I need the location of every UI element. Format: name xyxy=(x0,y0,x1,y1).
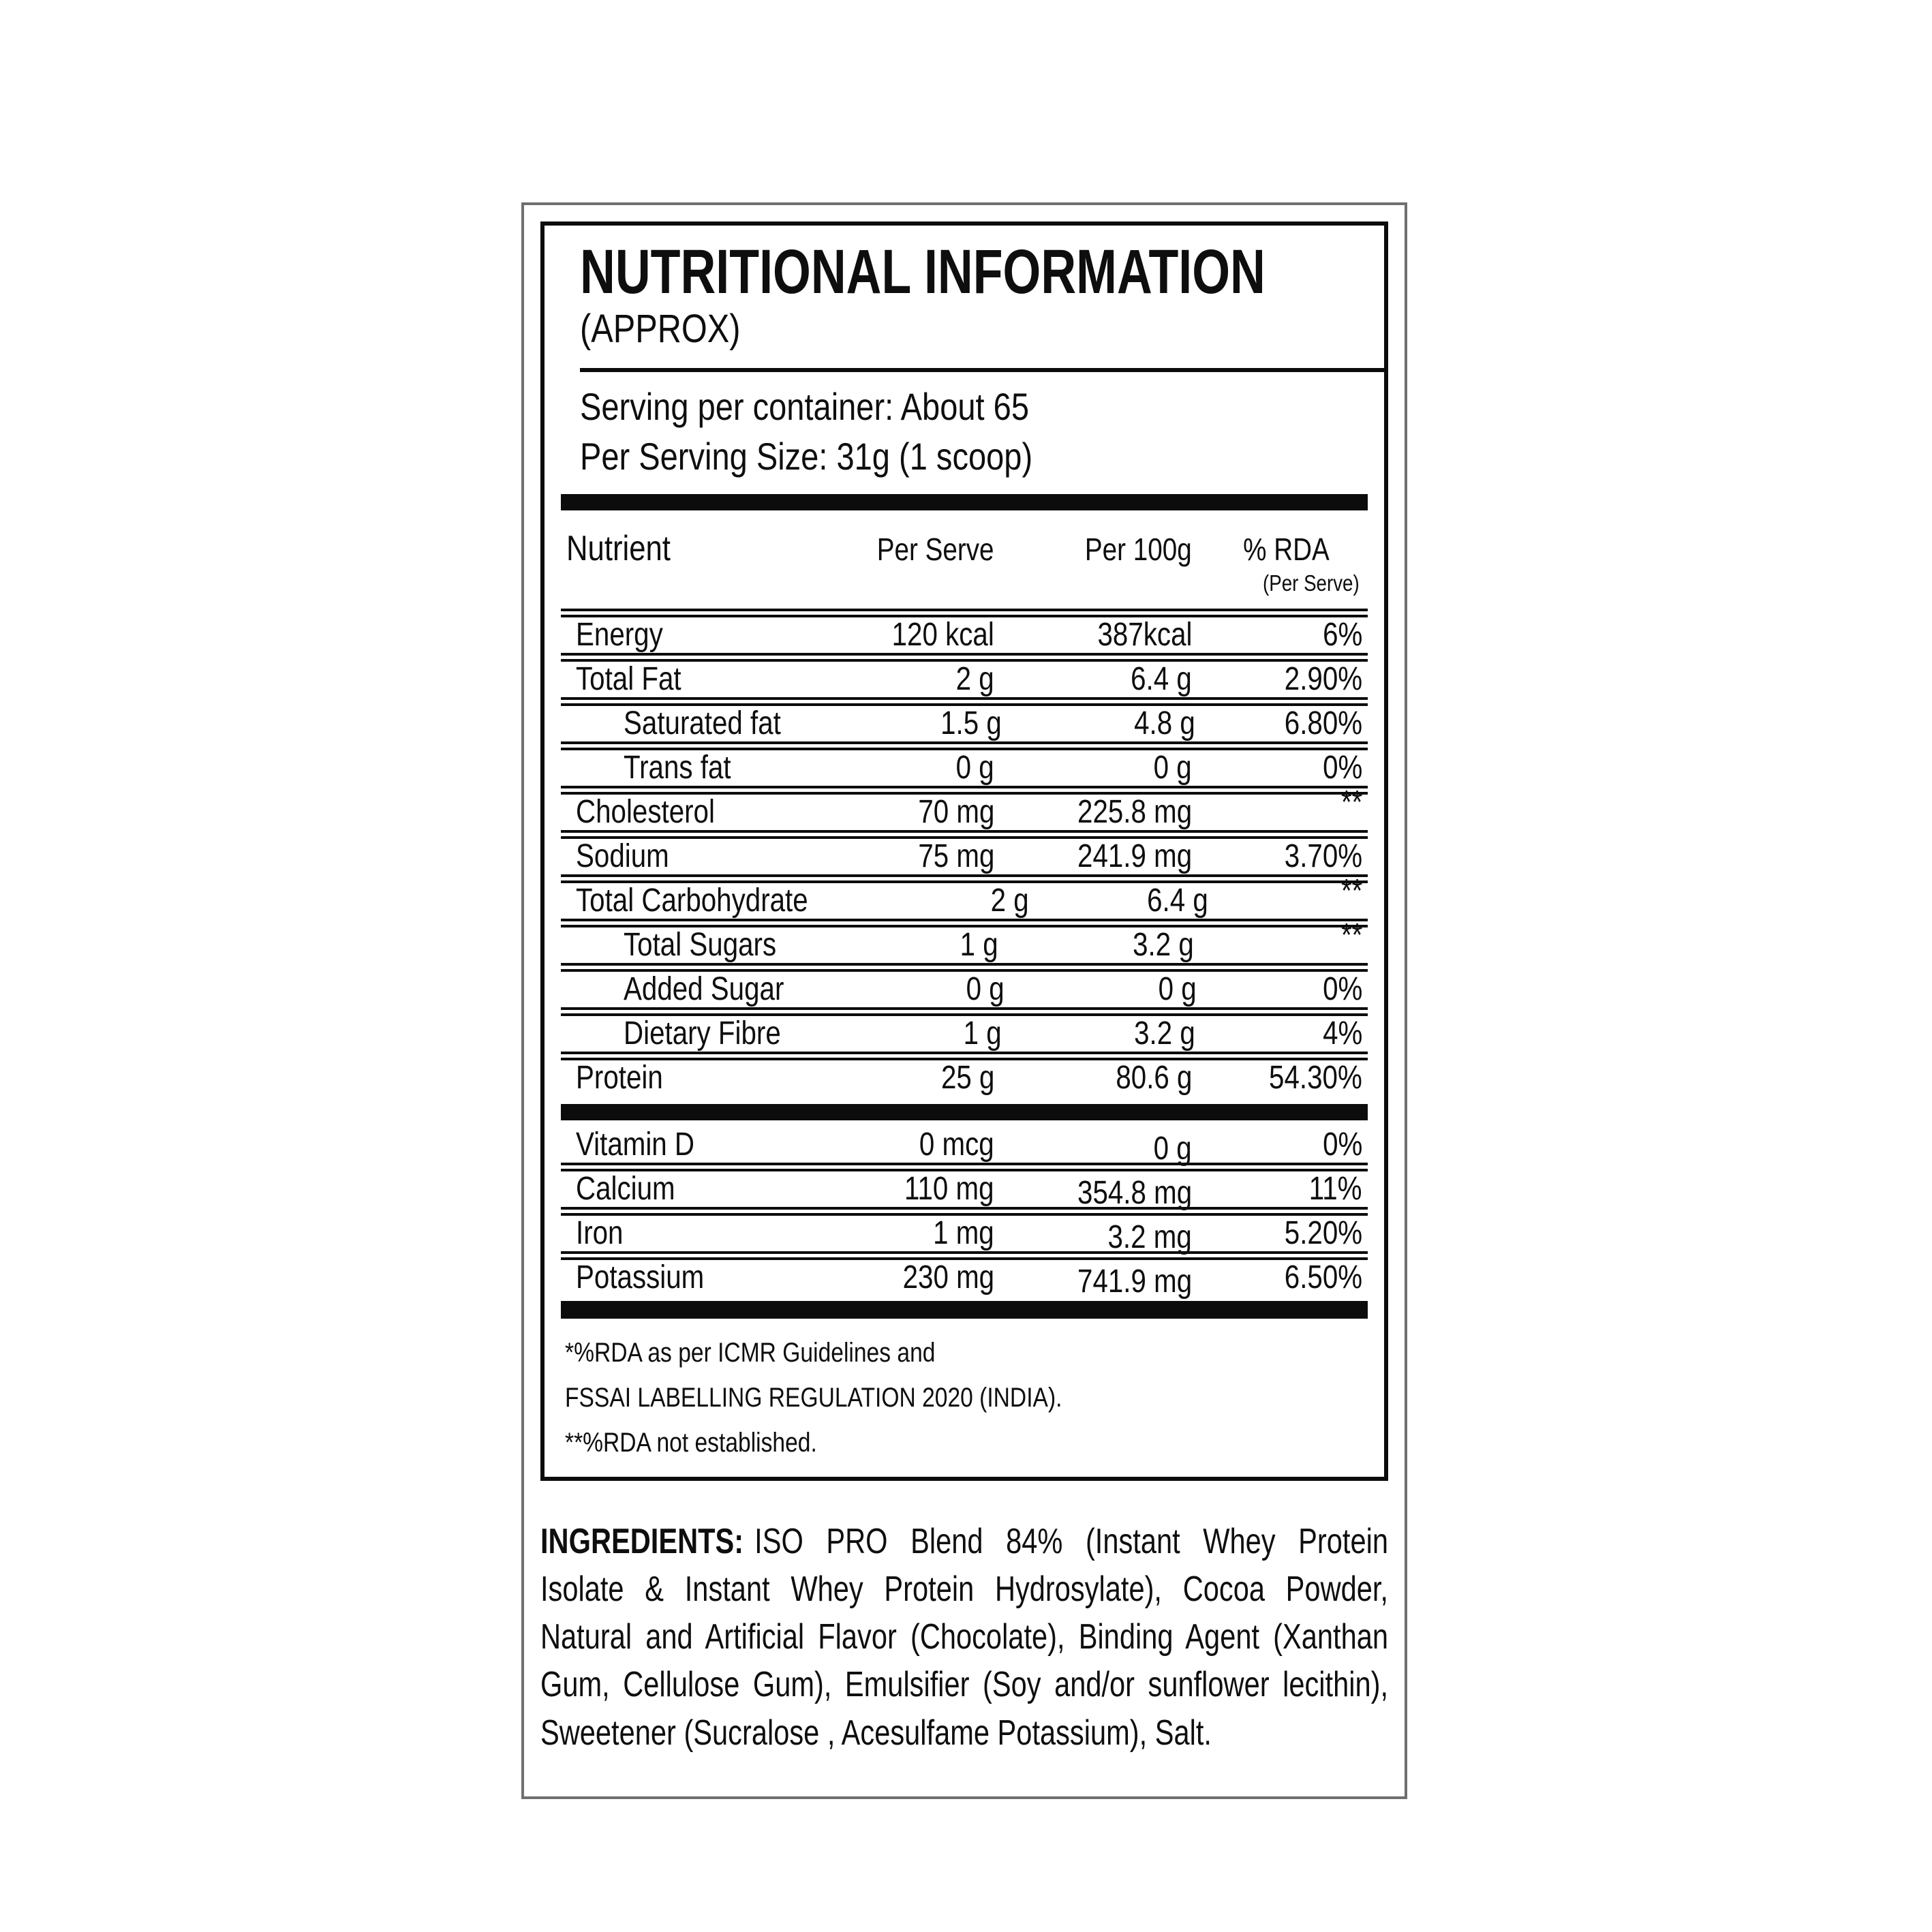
header-rda-main: % RDA xyxy=(1243,531,1330,567)
table-row xyxy=(561,872,1368,919)
per-serve-cell: 0 g xyxy=(955,749,994,786)
table-row xyxy=(561,917,1368,963)
per-100g-cell: 241.9 mg xyxy=(1077,838,1192,874)
nutrient-name-cell: Calcium xyxy=(576,1170,675,1207)
per-100g-cell: 0 g xyxy=(1158,970,1197,1007)
rda-cell: 6.50% xyxy=(1284,1259,1362,1295)
nutrient-name-cell: Vitamin D xyxy=(576,1126,695,1163)
header-per-100g: Per 100g xyxy=(1085,531,1192,567)
panel-title: NUTRITIONAL INFORMATION xyxy=(580,237,1266,307)
per-serve-cell: 1.5 g xyxy=(940,705,1002,741)
per-100g-cell: 225.8 mg xyxy=(1077,793,1192,830)
label-outer-box xyxy=(521,202,1407,1799)
table-header xyxy=(561,528,1368,596)
nutrient-name-cell: Energy xyxy=(576,616,663,653)
nutrient-name-cell: Sodium xyxy=(576,838,669,874)
rda-cell: ** xyxy=(1340,784,1362,821)
rda-cell: 3.70% xyxy=(1284,838,1362,874)
header-nutrient: Nutrient xyxy=(566,528,671,568)
table-row xyxy=(561,1060,1368,1096)
table-row xyxy=(561,1016,1368,1052)
per-serve-cell: 25 g xyxy=(940,1059,994,1096)
table-row xyxy=(561,750,1368,786)
table-row xyxy=(561,1214,1368,1255)
per-serve-cell: 2 g xyxy=(955,660,994,697)
per-100g-cell: 387kcal xyxy=(1097,616,1192,653)
title-divider xyxy=(580,368,1384,372)
rda-cell: ** xyxy=(1340,917,1362,953)
per-100g-cell: 741.9 mg xyxy=(1077,1263,1192,1300)
per-100g-cell: 0 g xyxy=(1153,749,1192,786)
per-serve-cell: 120 kcal xyxy=(891,616,994,653)
rda-cell: 6.80% xyxy=(1284,705,1362,741)
section-bar-top xyxy=(561,494,1368,510)
per-serve-cell: 2 g xyxy=(990,882,1029,919)
per-serve-cell: 110 mg xyxy=(904,1170,994,1207)
nutrient-name-cell: Iron xyxy=(576,1214,624,1251)
nutrient-name-cell: Saturated fat xyxy=(624,705,781,741)
rda-cell: ** xyxy=(1340,872,1362,909)
nutrient-name-cell: Total Fat xyxy=(576,660,681,697)
nutrient-table-section-main xyxy=(545,617,1384,1096)
per-100g-cell: 354.8 mg xyxy=(1077,1174,1192,1211)
rda-cell: 11% xyxy=(1309,1170,1362,1207)
rda-cell: 0% xyxy=(1322,970,1363,1007)
per-100g-cell: 6.4 g xyxy=(1146,882,1208,919)
footnote-fssai: FSSAI LABELLING REGULATION 2020 (INDIA). xyxy=(565,1382,1062,1413)
ingredients-paragraph xyxy=(540,1518,1388,1757)
nutrient-table-section-minerals xyxy=(545,1126,1384,1300)
rda-cell: 54.30% xyxy=(1269,1059,1362,1096)
per-serve-cell: 1 g xyxy=(963,1015,1002,1052)
per-serve-cell: 1 mg xyxy=(933,1214,994,1251)
header-rda xyxy=(1192,531,1368,596)
per-100g-cell: 6.4 g xyxy=(1131,660,1192,697)
header-rda-note: (Per Serve) xyxy=(1263,570,1360,596)
rda-cell: 0% xyxy=(1322,1126,1362,1163)
header-per-serve: Per Serve xyxy=(877,531,994,567)
ingredients-text-block xyxy=(540,1518,1388,1757)
nutrient-name-cell: Added Sugar xyxy=(624,970,784,1007)
section-bar-bottom xyxy=(561,1301,1368,1319)
table-row xyxy=(561,972,1368,1007)
per-serve-cell: 1 g xyxy=(960,926,998,963)
nutrient-name-cell: Total Carbohydrate xyxy=(576,882,808,919)
rda-cell: 2.90% xyxy=(1284,660,1362,697)
per-100g-cell: 0 g xyxy=(1153,1130,1192,1167)
nutrient-name-cell: Protein xyxy=(576,1059,663,1096)
per-serve-cell: 70 mg xyxy=(917,793,994,830)
rda-cell: 6% xyxy=(1322,616,1362,653)
per-serve-cell: 0 mcg xyxy=(919,1126,994,1163)
rda-cell: 4% xyxy=(1322,1015,1362,1052)
panel-subtitle: (APPROX) xyxy=(580,306,741,351)
per-100g-cell: 3.2 g xyxy=(1132,926,1194,963)
nutrient-name-cell: Cholesterol xyxy=(576,793,715,830)
section-bar-middle xyxy=(561,1104,1368,1120)
rda-cell: 0% xyxy=(1322,749,1362,786)
nutrient-name-cell: Total Sugars xyxy=(624,926,777,963)
table-row xyxy=(561,706,1368,741)
table-row xyxy=(561,1170,1368,1211)
nutrient-name-cell: Dietary Fibre xyxy=(624,1015,781,1052)
table-row xyxy=(561,839,1368,874)
footnote-rda-icmr: *%RDA as per ICMR Guidelines and xyxy=(565,1337,936,1368)
per-100g-cell: 3.2 mg xyxy=(1107,1218,1192,1255)
per-100g-cell: 80.6 g xyxy=(1115,1059,1192,1096)
per-serve-cell: 75 mg xyxy=(917,838,994,874)
table-row xyxy=(561,1259,1368,1300)
per-100g-cell: 4.8 g xyxy=(1134,705,1196,741)
table-row xyxy=(561,1126,1368,1167)
ingredients-text: ISO PRO Blend 84% (Instant Whey Protein Isolate & Instant Whey Protein Hydrosylate), Cocoa Powder, Natural and Artificial Flavor (Chocolate), Binding Agent (Xanthan Gum, Cellulose Gum), Emulsifier (Soy and/or sunflower lecithin), Sweetener (Sucralose , Acesulfame Potassium), Salt. xyxy=(540,1521,1388,1753)
servings-per-container: Serving per container: About 65 xyxy=(580,384,1030,428)
ingredients-heading: INGREDIENTS: xyxy=(540,1521,744,1561)
per-serve-cell: 230 mg xyxy=(902,1259,994,1295)
per-100g-cell: 3.2 g xyxy=(1134,1015,1196,1052)
table-row xyxy=(561,784,1368,830)
footnote-rda-not-established: **%RDA not established. xyxy=(565,1427,817,1458)
rda-cell: 5.20% xyxy=(1284,1214,1362,1251)
per-serve-cell: 0 g xyxy=(966,970,1005,1007)
table-row xyxy=(561,617,1368,653)
table-row xyxy=(561,662,1368,697)
nutrition-facts-box xyxy=(540,221,1388,1481)
nutrient-name-cell: Trans fat xyxy=(624,749,731,786)
nutrient-name-cell: Potassium xyxy=(576,1259,705,1295)
footnotes xyxy=(565,1336,1384,1459)
serving-size: Per Serving Size: 31g (1 scoop) xyxy=(580,435,1033,478)
